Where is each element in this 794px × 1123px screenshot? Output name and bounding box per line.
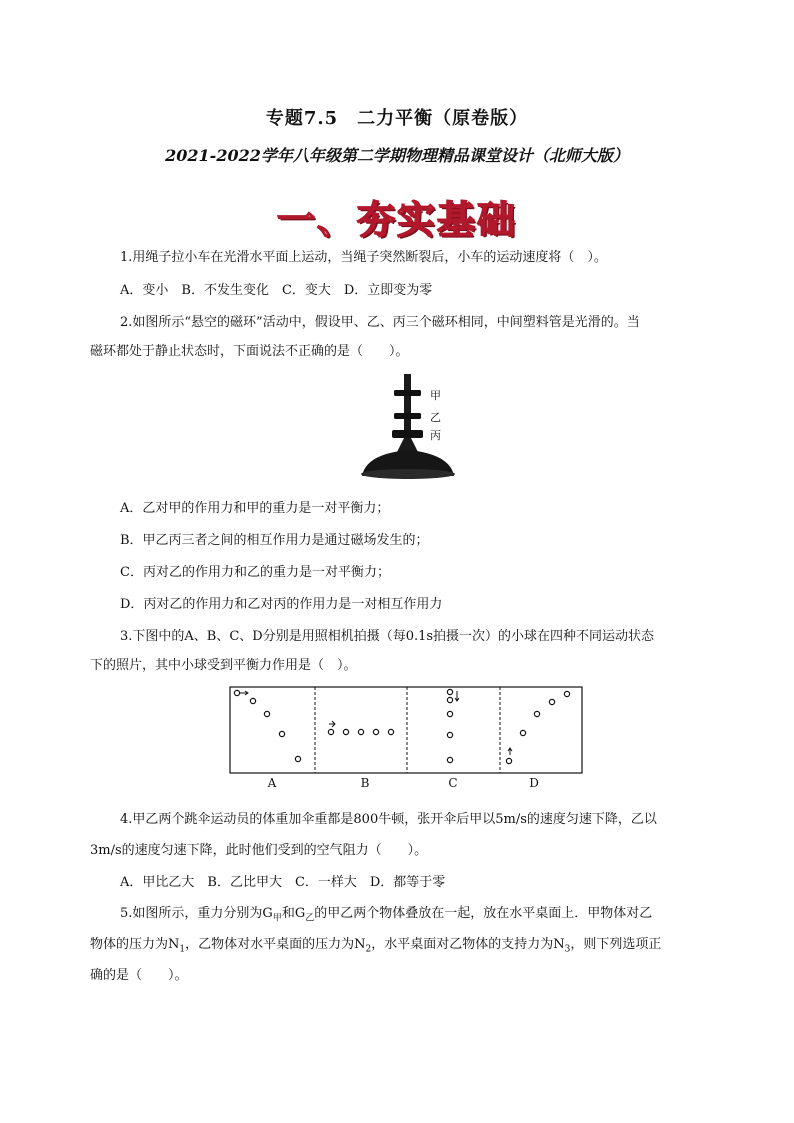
panel-b-balls <box>328 729 393 734</box>
panel-b-arrow <box>329 721 335 727</box>
ring-jia <box>394 390 421 396</box>
ring-yi <box>394 413 421 419</box>
panel-c-balls <box>447 689 452 762</box>
panel-d-balls <box>506 691 569 763</box>
panel-label-b: B <box>360 776 370 790</box>
panel-a-arrow <box>240 691 248 695</box>
stand-base-rim <box>361 469 455 479</box>
stand-neck <box>397 438 418 452</box>
document-subtitle: 2021-2022学年八年级第二学期物理精品课堂设计（北师大版） <box>165 146 629 165</box>
panel-c-arrow <box>455 691 459 701</box>
q2-option-d: D．丙对乙的作用力和乙对丙的作用力是一对相互作用力 <box>120 597 443 612</box>
q1-options: A．变小 B．不发生变化 C．变大 D．立即变为零 <box>120 283 433 298</box>
label-yi: 乙 <box>430 411 441 424</box>
ring-bing <box>392 430 423 438</box>
q3-stem-line1: 3.下图中的A、B、C、D分别是用照相机拍摄（每0.1s拍摄一次）的小球在四种不同运动状态 <box>120 629 655 644</box>
q3-stem-line2: 下的照片，其中小球受到平衡力作用是（ ）。 <box>90 658 357 673</box>
q2-option-c: C．丙对乙的作用力和乙的重力是一对平衡力； <box>120 565 390 580</box>
label-jia: 甲 <box>430 389 441 402</box>
q5-stem-line2: 物体的压力为$N_1$，乙物体对水平桌面的压力为$N_2$，水平桌面对乙物体的支持力为$N_3$，则下列选项正 <box>90 937 662 955</box>
q5-stem-line1: 5.如图所示，重力分别为$G_甲$和$G_乙$的甲乙两个物体叠放在一起，放在水平桌面上．甲物体对乙 <box>120 906 653 924</box>
q2-option-b: B．甲乙丙三者之间的相互作用力是通过磁场发生的； <box>120 533 429 548</box>
document-title: 专题7.5 二力平衡（原卷版） <box>265 108 529 129</box>
magnetic-rings-figure <box>354 372 464 482</box>
panel-label-a: A <box>267 776 277 790</box>
panel-label-d: D <box>529 776 539 790</box>
figure-frame <box>230 687 582 773</box>
ball-motion-figure <box>229 686 583 790</box>
panel-d-arrow <box>508 748 512 755</box>
q2-stem-line1: 2.如图所示“悬空的磁环”活动中，假设甲、乙、丙三个磁环相同，中间塑料管是光滑的。当 <box>120 315 640 330</box>
section-heading: 一、夯实基础 <box>276 197 517 242</box>
panel-a-balls <box>234 690 300 761</box>
q4-stem-line2: 3m/s的速度匀速下降，此时他们受到的空气阻力（ ）。 <box>90 843 428 858</box>
panel-label-c: C <box>448 776 458 790</box>
q4-stem-line1: 4.甲乙两个跳伞运动员的体重加伞重都是800牛顿，张开伞后甲以5m/s的速度匀速下降，乙以 <box>120 812 657 827</box>
q1-stem: 1.用绳子拉小车在光滑水平面上运动，当绳子突然断裂后，小车的运动速度将（ ）。 <box>120 250 607 265</box>
q4-options: A．甲比乙大 B．乙比甲大 C．一样大 D．都等于零 <box>120 875 446 890</box>
q2-stem-line2: 磁环都处于静止状态时，下面说法不正确的是（ ）。 <box>90 344 409 359</box>
label-bing: 丙 <box>430 429 441 442</box>
q5-stem-line3: 确的是（ ）。 <box>90 968 188 983</box>
q2-option-a: A．乙对甲的作用力和甲的重力是一对平衡力； <box>120 501 390 516</box>
